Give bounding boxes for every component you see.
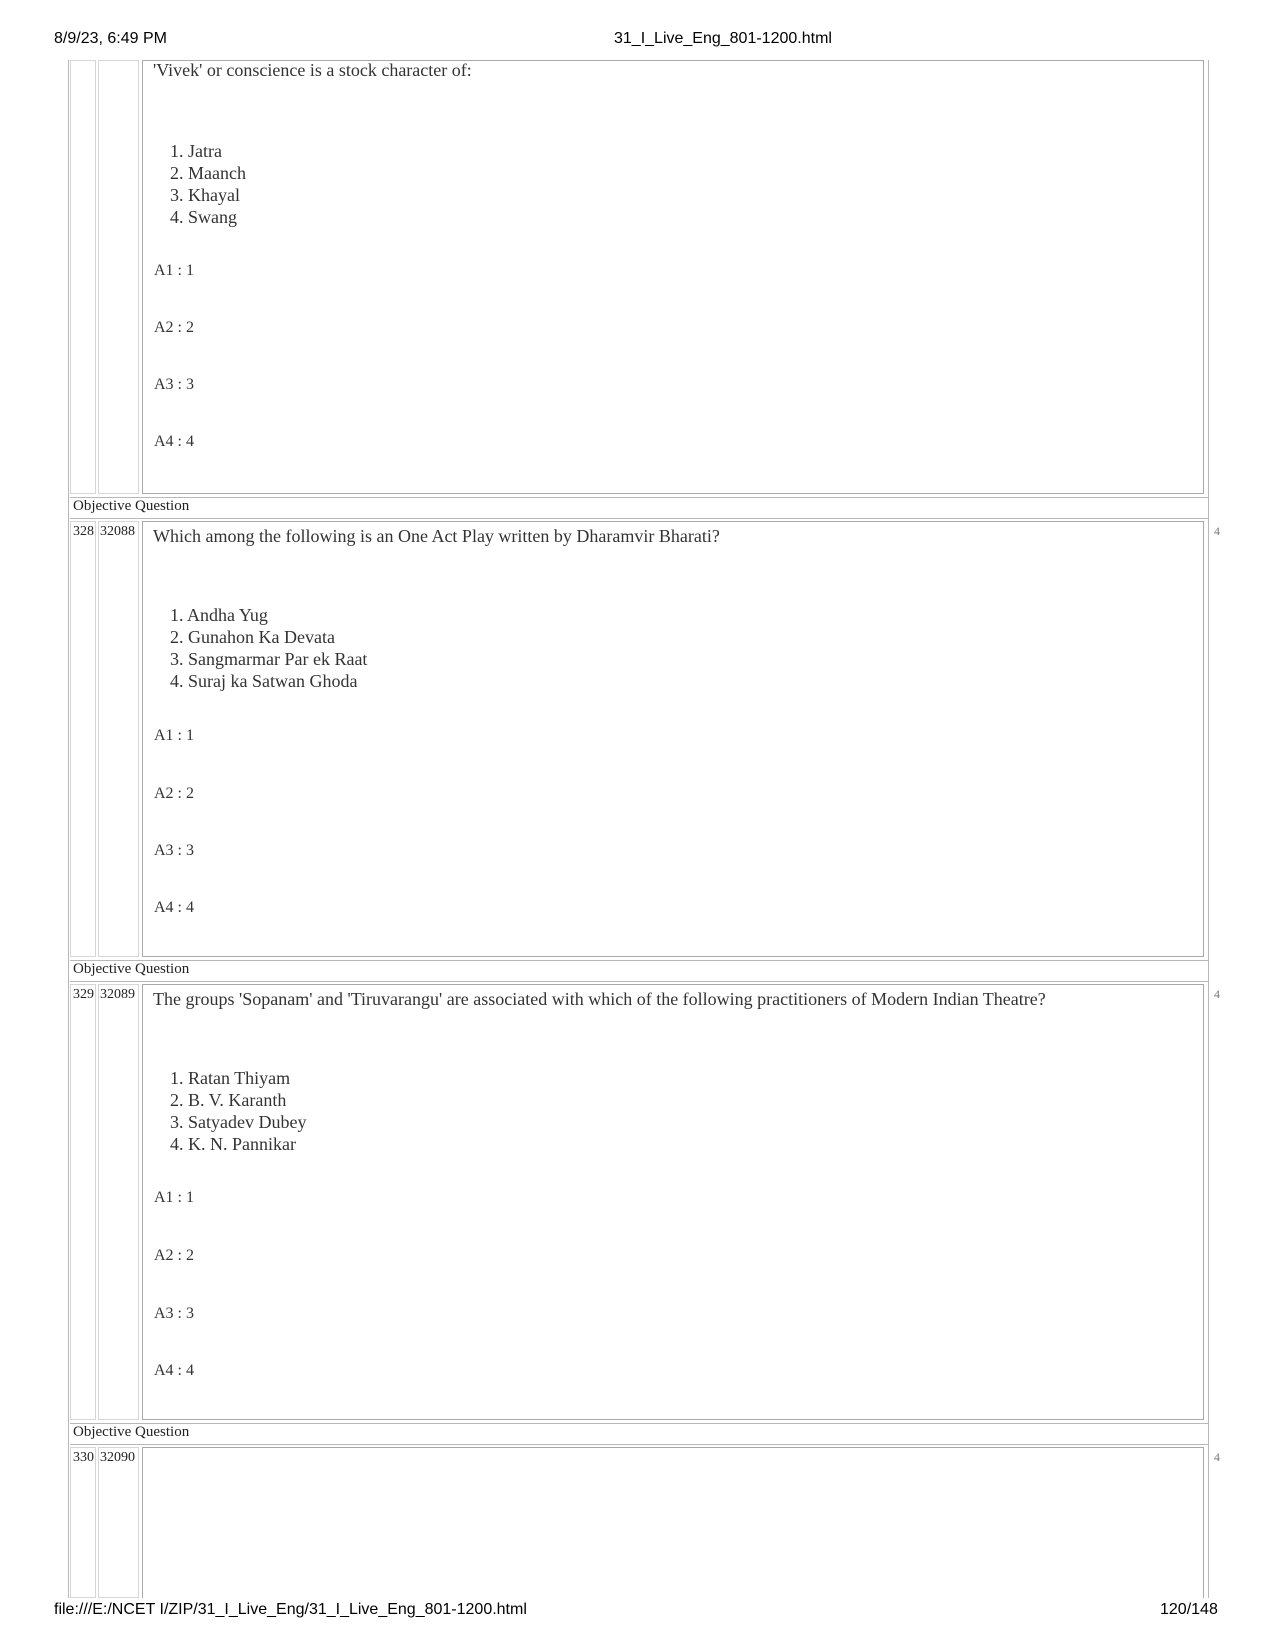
- row-divider: [70, 960, 1208, 961]
- question-type-label: Objective Question: [73, 1424, 190, 1440]
- option-list: [170, 140, 246, 228]
- question-stem: 'Vivek' or conscience is a stock character of:: [153, 60, 472, 80]
- answer-label: A1 : 1: [154, 262, 194, 279]
- page-number: 120/148: [1160, 1601, 1218, 1618]
- truncated-cell-text: 4: [1214, 1450, 1220, 1464]
- table-right-border: [1208, 60, 1209, 1598]
- option-item: 2. Gunahon Ka Devata: [170, 627, 335, 647]
- qid-cell: [98, 60, 139, 494]
- question-type-label: Objective Question: [73, 498, 190, 514]
- question-id: 32088: [100, 524, 135, 539]
- table-left-border: [68, 60, 69, 1598]
- answer-label: A2 : 2: [154, 319, 194, 336]
- sno-cell: [70, 984, 96, 1420]
- row-divider: [70, 1444, 1208, 1445]
- option-item: 1. Ratan Thiyam: [170, 1068, 291, 1088]
- question-stem: Which among the following is an One Act Play written by Dharamvir Bharati?: [153, 526, 720, 546]
- answer-label: A4 : 4: [154, 1362, 194, 1379]
- row-divider: [70, 518, 1208, 519]
- question-cell: [142, 1447, 1204, 1598]
- sno-cell: [70, 60, 96, 494]
- answer-label: A1 : 1: [154, 727, 194, 744]
- answer-label: A4 : 4: [154, 433, 194, 450]
- answer-label: A1 : 1: [154, 1189, 194, 1206]
- option-item: 4. Swang: [170, 207, 237, 227]
- qid-cell: [98, 521, 139, 957]
- answer-label: A3 : 3: [154, 376, 194, 393]
- sno-cell: [70, 521, 96, 957]
- question-cell: [142, 521, 1204, 957]
- row-divider: [70, 497, 1208, 498]
- question-cell: [142, 984, 1204, 1420]
- serial-number: 330: [73, 1450, 94, 1465]
- serial-number: 328: [73, 524, 94, 539]
- document-title: 31_I_Live_Eng_801-1200.html: [614, 30, 832, 47]
- question-cell: [142, 60, 1204, 494]
- option-item: 1. Jatra: [170, 141, 222, 161]
- qid-cell: [98, 984, 139, 1420]
- serial-number: 329: [73, 987, 94, 1002]
- option-list: [170, 604, 367, 692]
- qid-cell: [98, 1447, 139, 1598]
- answer-label: A2 : 2: [154, 1247, 194, 1264]
- row-divider: [70, 981, 1208, 982]
- question-stem: The groups 'Sopanam' and 'Tiruvarangu' are associated with which of the following practitioners of Modern Indian Theatre?: [153, 989, 1046, 1009]
- option-item: 3. Khayal: [170, 185, 240, 205]
- question-id: 32090: [100, 1450, 135, 1465]
- truncated-cell-text: 4: [1214, 524, 1220, 538]
- answer-label: A2 : 2: [154, 785, 194, 802]
- option-item: 2. Maanch: [170, 163, 246, 183]
- option-item: 2. B. V. Karanth: [170, 1090, 287, 1110]
- file-path: file:///E:/NCET I/ZIP/31_I_Live_Eng/31_I_Live_Eng_801-1200.html: [54, 1601, 527, 1618]
- row-divider: [70, 1423, 1208, 1424]
- option-item: 1. Andha Yug: [170, 605, 268, 625]
- question-type-label: Objective Question: [73, 961, 190, 977]
- question-id: 32089: [100, 987, 135, 1002]
- answer-label: A4 : 4: [154, 899, 194, 916]
- option-item: 3. Sangmarmar Par ek Raat: [170, 649, 368, 669]
- print-datetime: 8/9/23, 6:49 PM: [54, 30, 167, 47]
- option-item: 4. Suraj ka Satwan Ghoda: [170, 671, 358, 691]
- sno-cell: [70, 1447, 96, 1598]
- option-list: [170, 1067, 306, 1155]
- option-item: 4. K. N. Pannikar: [170, 1134, 296, 1154]
- answer-label: A3 : 3: [154, 842, 194, 859]
- option-item: 3. Satyadev Dubey: [170, 1112, 307, 1132]
- truncated-cell-text: 4: [1214, 987, 1220, 1001]
- answer-label: A3 : 3: [154, 1305, 194, 1322]
